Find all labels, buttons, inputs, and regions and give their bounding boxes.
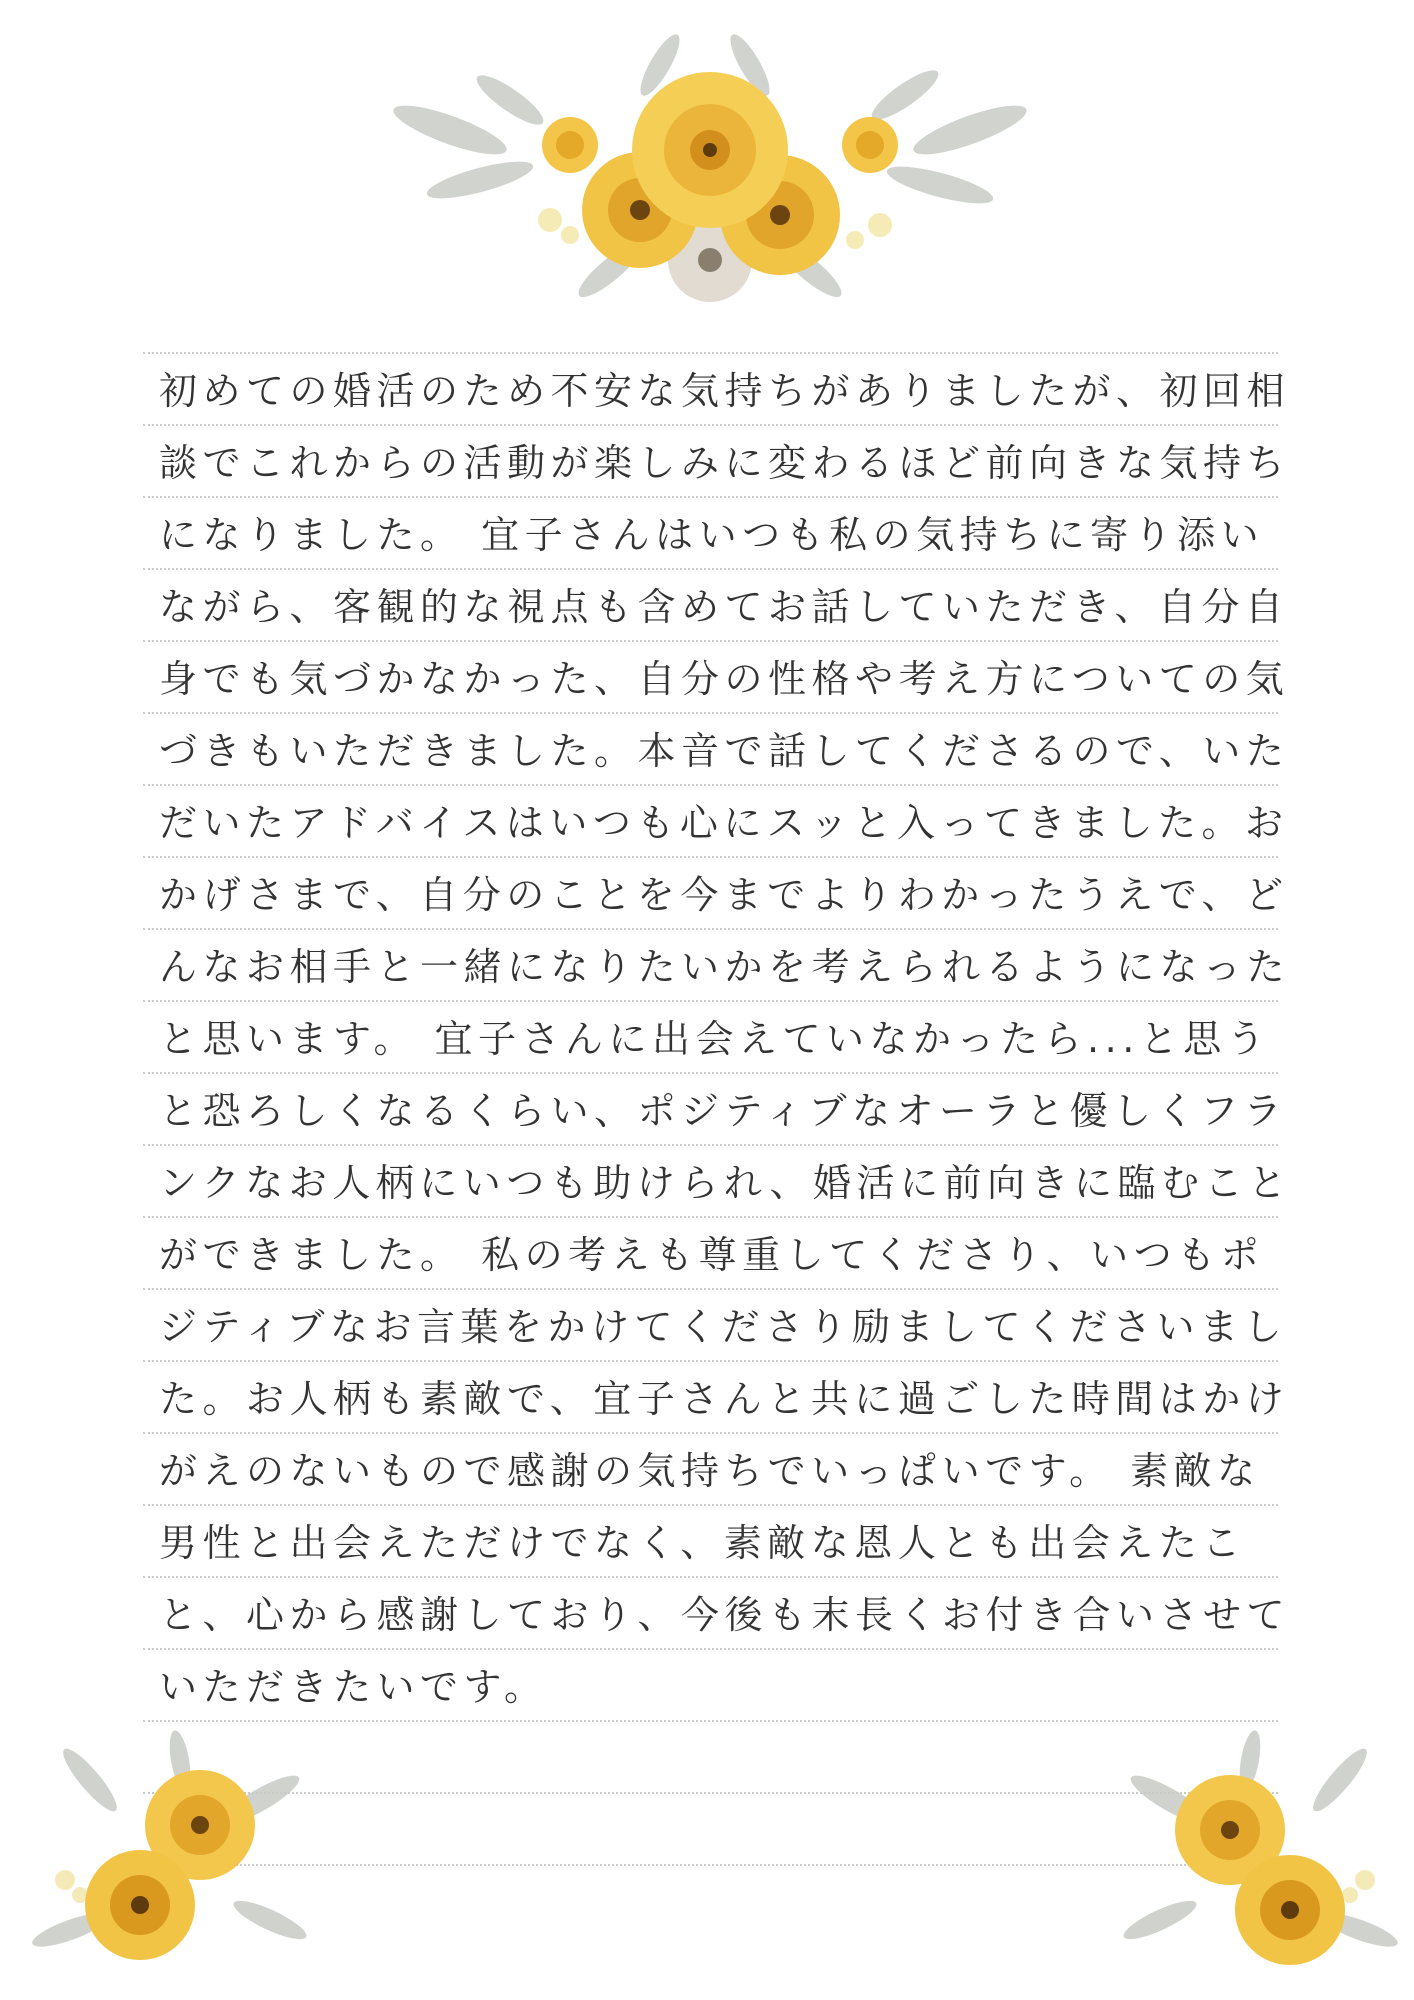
line-text: た。お人柄も素敵で、宜子さんと共に過ごした時間はかけ bbox=[159, 1377, 1290, 1421]
text-line bbox=[143, 1290, 1287, 1362]
line-text: がえのないもので感謝の気持ちでいっぱいです。 素敵な bbox=[159, 1449, 1261, 1493]
text-line bbox=[143, 858, 1289, 930]
text-line bbox=[143, 714, 1290, 786]
text-line bbox=[143, 1578, 1291, 1650]
line-text: んなお相手と一緒になりたいかを考えられるようになった bbox=[159, 945, 1291, 989]
text-line bbox=[143, 1362, 1290, 1434]
line-text: 初めての婚活のため不安な気持ちがありましたが、初回相 bbox=[159, 369, 1291, 413]
text-line bbox=[143, 426, 1291, 498]
yellow-rose-corner-icon bbox=[30, 1730, 320, 1990]
text-line bbox=[143, 1434, 1278, 1506]
line-text: づきもいただきました。本音で話してくださるので、いた bbox=[159, 729, 1290, 773]
text-line bbox=[143, 930, 1291, 1002]
text-line bbox=[143, 498, 1278, 570]
line-text: ながら、客観的な視点も含めてお話していただき、自分自 bbox=[159, 585, 1289, 629]
text-line bbox=[143, 1074, 1287, 1146]
line-text: と恐ろしくなるくらい、ポジティブなオーラと優しくフラ bbox=[159, 1089, 1287, 1133]
line-text: 男性と出会えただけでなく、素敵な恩人とも出会えたこ bbox=[159, 1521, 1246, 1565]
line-text: 談でこれからの活動が楽しみに変わるほど前向きな気持ち bbox=[159, 441, 1291, 485]
text-line bbox=[143, 1218, 1278, 1290]
yellow-rose-corner-icon bbox=[1110, 1730, 1400, 1990]
line-text: ジティブなお言葉をかけてくださり励ましてくださいまし bbox=[159, 1305, 1287, 1349]
line-text: いただきたいです。 bbox=[159, 1665, 548, 1709]
line-text: 身でも気づかなかった、自分の性格や考え方についての気 bbox=[159, 657, 1290, 701]
line-text: ができました。 私の考えも尊重してくださり、いつもポ bbox=[159, 1233, 1265, 1277]
text-line bbox=[143, 570, 1289, 642]
text-line bbox=[143, 786, 1289, 858]
line-text: だいたアドバイスはいつも心にスッと入ってきました。お bbox=[159, 801, 1289, 845]
text-line bbox=[143, 1002, 1278, 1074]
text-line bbox=[143, 1506, 1278, 1578]
line-text: になりました。 宜子さんはいつも私の気持ちに寄り添い bbox=[159, 513, 1265, 557]
letter-body bbox=[143, 352, 1292, 1866]
line-text: と、心から感謝しており、今後も末長くお付き合いさせて bbox=[159, 1593, 1291, 1637]
text-line bbox=[143, 1650, 1278, 1722]
line-text: ンクなお人柄にいつも助けられ、婚活に前向きに臨むこと bbox=[159, 1161, 1292, 1205]
yellow-rose-bouquet-icon bbox=[360, 20, 1060, 320]
text-line bbox=[143, 354, 1291, 426]
line-text: と思います。 宜子さんに出会えていなかったら...と思う bbox=[159, 1017, 1271, 1061]
text-line bbox=[143, 642, 1290, 714]
line-text: かげさまで、自分のことを今までよりわかったうえで、ど bbox=[159, 873, 1289, 917]
text-line bbox=[143, 1146, 1292, 1218]
